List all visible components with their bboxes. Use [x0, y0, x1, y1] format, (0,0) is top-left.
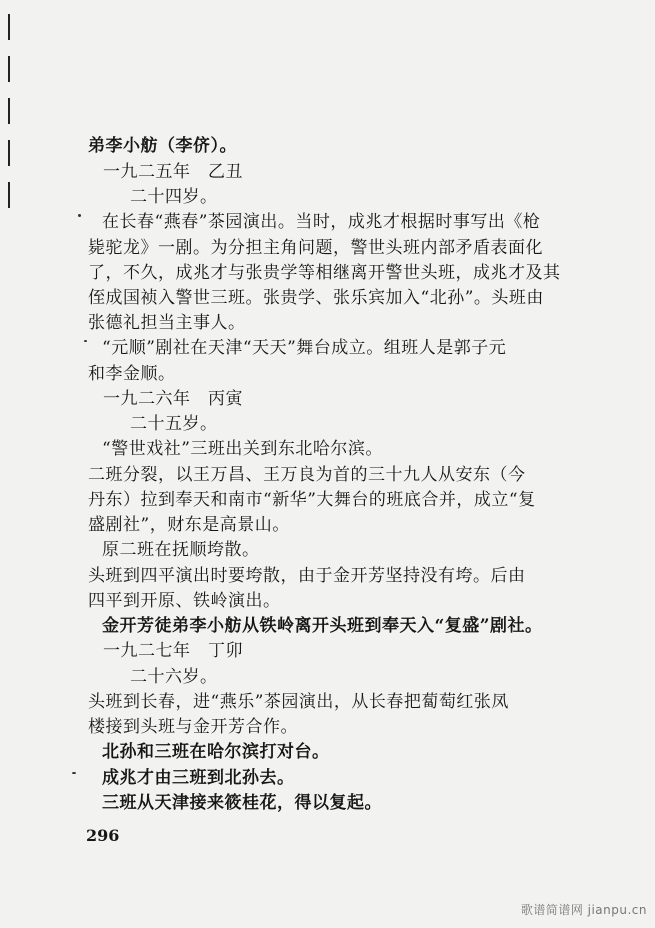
text-line: 丹东）拉到奉天和南市“新华”大舞台的班底合并，成立“复	[88, 490, 536, 510]
binding-mark	[8, 56, 10, 82]
text-line: 盛剧社”，财东是高景山。	[88, 515, 290, 535]
binding-mark	[8, 14, 10, 40]
text-line: 在长春“燕春”茶园演出。当时，成兆才根据时事写出《枪	[102, 212, 541, 232]
text-line: 二班分裂，以王万昌、王万良为首的三十九人从安东（今	[88, 465, 526, 485]
text-line: “警世戏社”三班出关到东北哈尔滨。	[102, 439, 383, 459]
text-line: 三班从天津接来筱桂花，得以复起。	[102, 793, 382, 813]
text-line: 头班到四平演出时要垮散，由于金开芳坚持没有垮。后由	[88, 566, 526, 586]
text-line: “元顺”剧社在天津“天天”舞台成立。组班人是郭子元	[102, 338, 507, 358]
text-line: 楼接到头班与金开芳合作。	[88, 717, 298, 737]
print-speck	[78, 214, 81, 217]
text-line: 弟李小舫（李侪）。	[88, 136, 237, 156]
text-line: 原二班在抚顺垮散。	[102, 540, 260, 560]
text-line: 成兆才由三班到北孙去。	[102, 768, 295, 788]
year-heading: 一九二六年 丙寅	[103, 389, 243, 409]
print-speck	[72, 772, 76, 774]
page-number: 296	[86, 826, 120, 845]
text-line: 张德礼担当主事人。	[88, 313, 246, 333]
binding-mark	[8, 182, 10, 208]
binding-mark	[8, 98, 10, 124]
text-line: 了，不久，成兆才与张贵学等相继离开警世头班，成兆才及其	[88, 263, 561, 283]
binding-mark	[8, 140, 10, 166]
text-line: 金开芳徒弟李小舫从铁岭离开头班到奉天入“复盛”剧社。	[102, 616, 543, 636]
year-heading: 一九二七年 丁卯	[103, 641, 243, 661]
text-line: 毙驼龙》一剧。为分担主角问题，警世头班内部矛盾表面化	[88, 238, 543, 258]
print-speck	[84, 340, 87, 342]
year-heading: 一九二五年 乙丑	[103, 162, 243, 182]
text-line: 四平到开原、铁岭演出。	[88, 591, 281, 611]
text-line: 北孙和三班在哈尔滨打对台。	[102, 742, 330, 762]
age-line: 二十六岁。	[130, 667, 218, 687]
age-line: 二十五岁。	[130, 414, 218, 434]
text-line: 头班到长春，进“燕乐”茶园演出，从长春把蔔萄红张凤	[88, 692, 509, 712]
text-line: 侄成国祯入警世三班。张贵学、张乐宾加入“北孙”。头班由	[88, 288, 544, 308]
age-line: 二十四岁。	[130, 187, 218, 207]
site-watermark: 歌谱简谱网 jianpu.cn	[520, 903, 647, 917]
text-line: 和李金顺。	[88, 364, 176, 384]
binding-edge-marks	[8, 0, 12, 928]
